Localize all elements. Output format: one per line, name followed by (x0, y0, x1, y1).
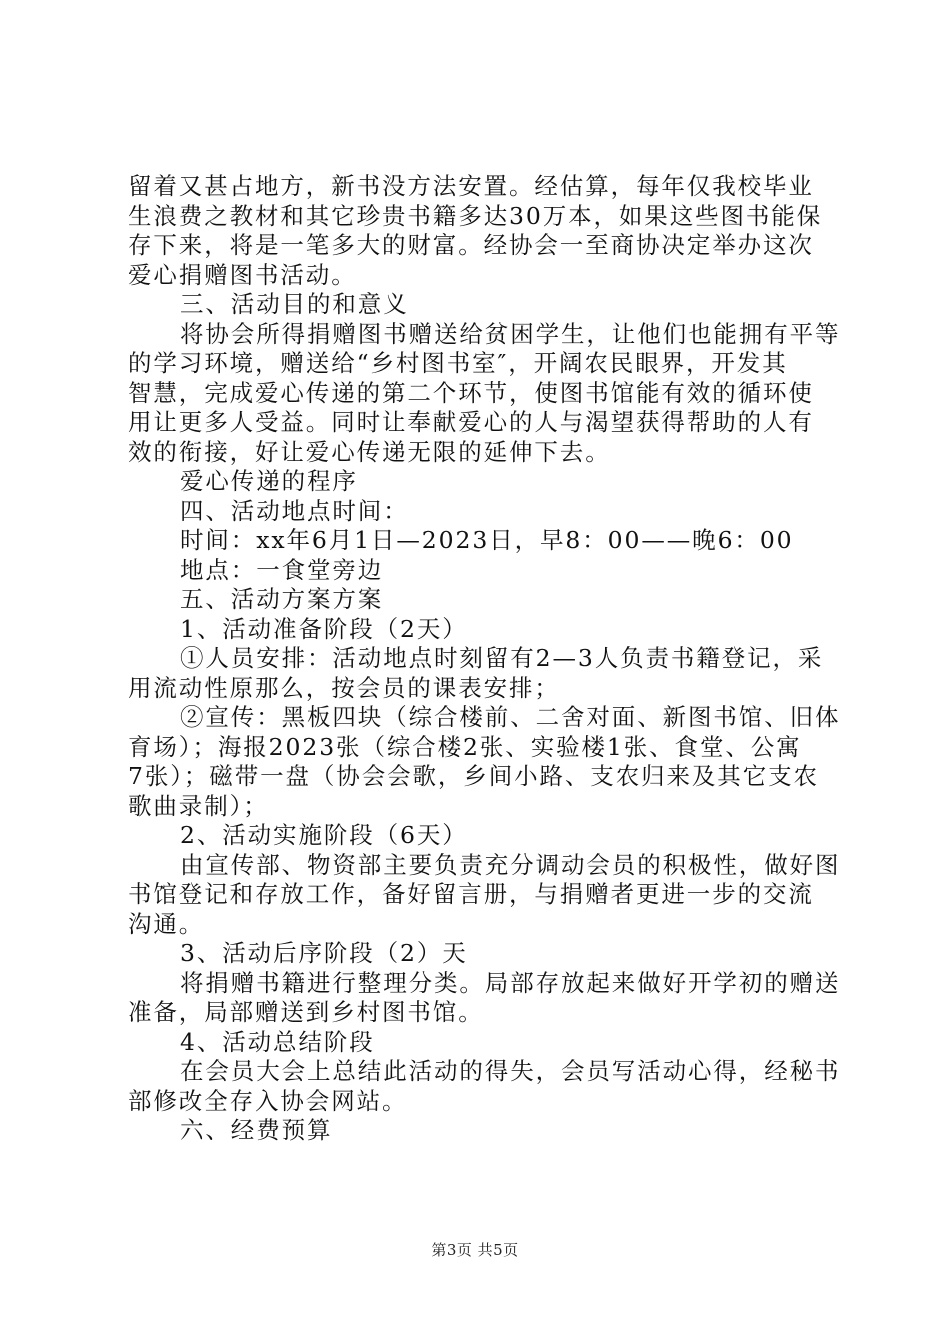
text-line: 智慧，完成爱心传递的第二个环节，使图书馆能有效的循环使 (128, 378, 814, 407)
section-heading-budget: 六、经费预算 (180, 1116, 333, 1144)
text-line: 在会员大会上总结此活动的得失，会员写活动心得，经秘书 (180, 1057, 841, 1085)
text-line: 将捐赠书籍进行整理分类。局部存放起来做好开学初的赠送 (180, 968, 841, 997)
stage-heading-prep: 1、活动准备阶段（2天） (180, 614, 468, 643)
text-line: 歌曲录制）； (128, 791, 269, 820)
text-line: 部修改全存入协会网站。 (128, 1086, 408, 1115)
text-line: 将协会所得捐赠图书赠送给贫困学生，让他们也能拥有平等 (180, 319, 841, 348)
text-line: 效的衔接，好让爱心传递无限的延伸下去。 (128, 437, 611, 466)
text-line: 育场）；海报2023张（综合楼2张、实验楼1张、食堂、公寓 (128, 732, 802, 761)
time-line: 时间：xx年6月1日—2023日，早8：00——晚6：00 (180, 526, 794, 554)
stage-heading-summary: 4、活动总结阶段 (180, 1027, 375, 1056)
location-line: 地点：一食堂旁边 (180, 555, 384, 584)
text-line: 7张）；磁带一盘（协会会歌，乡间小路、支农归来及其它支农 (128, 762, 819, 790)
stage-heading-implementation: 2、活动实施阶段（6天） (180, 821, 468, 849)
text-line: 生浪费之教材和其它珍贵书籍多达30万本，如果这些图书能保 (128, 201, 823, 230)
page-footer (0, 1240, 950, 1260)
section-heading-plan: 五、活动方案方案 (180, 585, 384, 613)
section-heading-location-time: 四、活动地点时间： (180, 496, 409, 525)
text-line: 用让更多人受益。同时让奉献爱心的人与渴望获得帮助的人有 (128, 408, 814, 436)
text-line: 的学习环境，赠送给“乡村图书室″，开阔农民眼界，开发其 (128, 349, 788, 377)
text-line: ②宣传：黑板四块（综合楼前、二舍对面、新图书馆、旧体 (180, 703, 841, 731)
text-line: 沟通。 (128, 909, 205, 938)
text-line: 用流动性原那么，按会员的课表安排； (128, 673, 560, 702)
text-line: 由宣传部、物资部主要负责充分调动会员的积极性，做好图 (180, 850, 841, 879)
text-line: 留着又甚占地方，新书没方法安置。经估算，每年仅我校毕业 (128, 172, 814, 200)
stage-heading-followup: 3、活动后序阶段（2）天 (180, 939, 468, 967)
text-line: 准备，局部赠送到乡村图书馆。 (128, 998, 484, 1026)
text-line: 书馆登记和存放工作，备好留言册，与捐赠者更进一步的交流 (128, 880, 814, 908)
section-heading-purpose: 三、活动目的和意义 (180, 290, 409, 318)
text-line: 爱心捐赠图书活动。 (128, 260, 357, 289)
text-line: ①人员安排：活动地点时刻留有2—3人负责书籍登记，采 (180, 644, 824, 672)
text-line: 存下来，将是一笔多大的财富。经协会一至商协决定举办这次 (128, 231, 814, 259)
subheading-procedure: 爱心传递的程序 (180, 467, 358, 495)
document-body (128, 172, 841, 1146)
page-number-label: 第3页 共5页 (431, 1241, 519, 1259)
